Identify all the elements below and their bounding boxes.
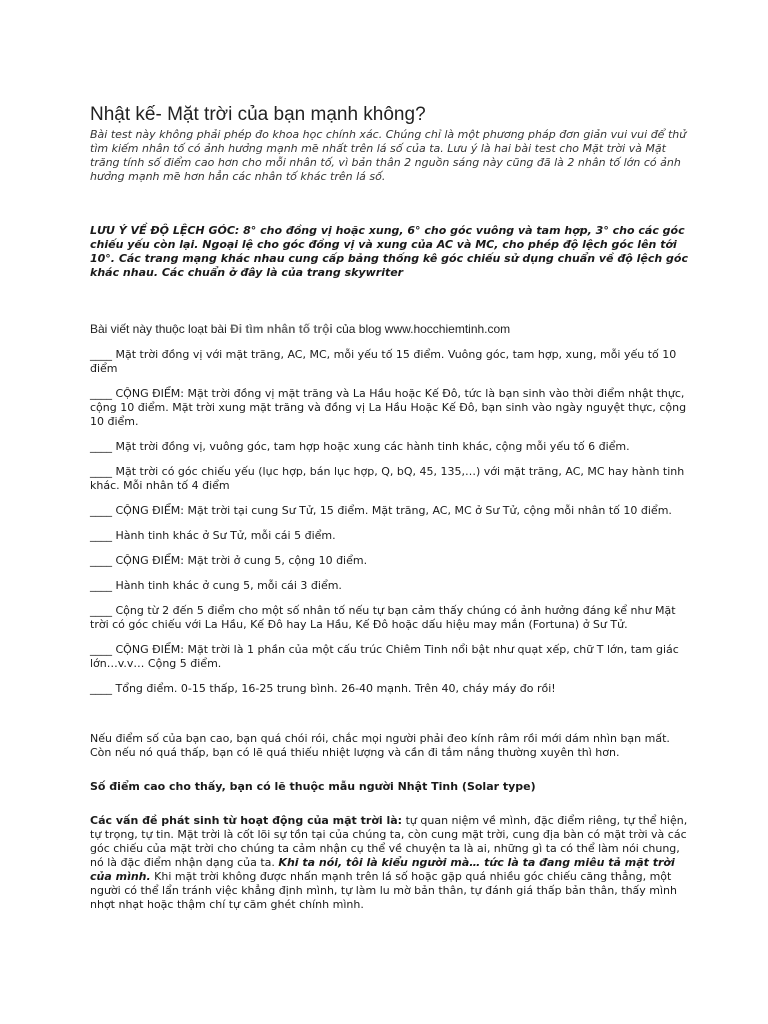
score-blank: ____: [90, 348, 112, 361]
score-blank: ____: [90, 579, 112, 592]
solar-emphasis: Khi ta nói, tôi là kiểu người mà… tức là ta đang miêu tả mặt trời của mình.: [90, 856, 675, 883]
checklist-item-text: CỘNG ĐIỂM: Mặt trời là 1 phần của một cấu trúc Chiêm Tinh nổi bật như quạt xếp, chữ T lớn, tam giác lớn…v.v… Cộng 5 điểm.: [90, 643, 679, 670]
series-suffix: của blog www.hocchiemtinh.com: [332, 322, 511, 336]
checklist-item-text: Mặt trời có góc chiếu yếu (lục hợp, bán lục hợp, Q, bQ, 45, 135,…) với mặt trăng, AC, MC hay hành tinh khác. Mỗi nhân tố 4 điểm: [90, 465, 685, 492]
checklist-item-text: Hành tinh khác ở cung 5, mỗi cái 3 điểm.: [115, 579, 342, 592]
solar-lead: Các vấn đề phát sinh từ hoạt động của mặt trời là:: [90, 814, 403, 827]
intro-paragraph: Bài test này không phải phép đo khoa học chính xác. Chúng chỉ là một phương pháp đơn giản vui vui để thử tìm kiếm nhân tố có ảnh hưởng mạnh mẽ nhất trên lá số của ta. Lưu ý là hai bài test cho Mặt trời và Mặt trăng tính số điểm cao hơn cho mỗi nhân tố, vì bản thân 2 nguồn sáng này cũng đã là 2 nhân tố lớn có ảnh hưởng mạnh mẽ hơn hẳn các nhân tố khác trên lá số.: [90, 128, 687, 183]
checklist-item-text: CỘNG ĐIỂM: Mặt trời tại cung Sư Tử, 15 điểm. Mặt trăng, AC, MC ở Sư Tử, cộng mỗi nhân tố 10 điểm.: [115, 504, 672, 517]
article-title: Nhật kế- Mặt trời của bạn mạnh không?: [90, 104, 426, 125]
article-body: [90, 103, 690, 912]
score-blank: ____: [90, 682, 112, 695]
score-blank: ____: [90, 554, 112, 567]
checklist-item: [90, 579, 690, 593]
checklist-item-text: Hành tinh khác ở Sư Tử, mỗi cái 5 điểm.: [115, 529, 336, 542]
series-line: [90, 322, 690, 336]
orb-note: LƯU Ý VỀ ĐỘ LỆCH GÓC: 8° cho đồng vị hoặc xung, 6° cho góc vuông và tam hợp, 3° cho các góc chiếu yếu còn lại. Ngoại lệ cho góc đồng vị và xung của AC và MC, cho phép độ lệch góc lên tới 10°. Các trang mạng khác nhau cung cấp bảng thống kê góc chiếu sử dụng chuẩn về độ lệch góc khác nhau. Các chuẩn ở đây là của trang skywriter: [90, 224, 688, 279]
section-heading: Số điểm cao cho thấy, bạn có lẽ thuộc mẫu người Nhật Tinh (Solar type): [90, 780, 536, 793]
checklist-item: [90, 387, 690, 429]
checklist-item: [90, 529, 690, 543]
series-prefix: Bài viết này thuộc loạt bài: [90, 322, 231, 336]
checklist-item: [90, 440, 690, 454]
checklist-item-text: Cộng từ 2 đến 5 điểm cho một số nhân tố nếu tự bạn cảm thấy chúng có ảnh hưởng đáng kể như Mặt trời có góc chiếu với La Hầu, Kế Đô hay La Hầu, Kế Đô hoặc dấu hiệu may mắn (Fortuna) ở Sư Tử.: [90, 604, 676, 631]
score-blank: ____: [90, 529, 112, 542]
score-blank: ____: [90, 387, 112, 400]
checklist-item: [90, 554, 690, 568]
checklist-item: [90, 604, 690, 632]
checklist-item-text: CỘNG ĐIỂM: Mặt trời đồng vị mặt trăng và La Hầu hoặc Kế Đô, tức là bạn sinh vào thời điểm nhật thực, cộng 10 điểm. Mặt trời xung mặt trăng và đồng vị La Hầu Hoặc Kế Đô, bạn sinh vào ngày nguyệt thực, cộng 10 điểm.: [90, 387, 687, 428]
solar-text-1: tự quan niệm về mình, đặc điểm riêng, tự thể hiện, tự trọng, tự tin. Mặt trời là cốt lõi sự tồn tại của chúng ta, còn cung mặt trời, cung địa bàn có mặt trời và các góc chiếu của mặt trời cho chúng ta cảm nhận cụ thể về chuyện ta là ai, những gì ta có thể làm nói chung, nó là đặc điểm nhận dạng của ta.: [90, 814, 688, 869]
score-blank: ____: [90, 643, 112, 656]
checklist-item: [90, 504, 690, 518]
checklist-item: [90, 465, 690, 493]
score-blank: ____: [90, 604, 112, 617]
checklist-item: [90, 348, 690, 376]
checklist-item-text: Tổng điểm. 0-15 thấp, 16-25 trung bình. 26-40 mạnh. Trên 40, cháy máy đo rồi!: [115, 682, 556, 695]
score-blank: ____: [90, 504, 112, 517]
solar-text-2: Khi mặt trời không được nhấn mạnh trên lá số hoặc gặp quá nhiều góc chiếu căng thẳng, một người có thể lẩn tránh việc khẳng định mình, tự làm lu mờ bản thân, tự đánh giá thấp bản thân, thấy mình nhợt nhạt hoặc thậm chí tự căm ghét chính mình.: [90, 870, 678, 911]
solar-description: [90, 814, 690, 912]
checklist-item: [90, 643, 690, 671]
closing-paragraph: Nếu điểm số của bạn cao, bạn quá chói rói, chắc mọi người phải đeo kính râm rồi mới dám nhìn bạn mất. Còn nếu nó quá thấp, bạn có lẽ quá thiếu nhiệt lượng và cần đi tắm nắng thường xuyên thì hơn.: [90, 732, 670, 759]
checklist: [90, 348, 690, 696]
score-blank: ____: [90, 465, 112, 478]
checklist-item-text: CỘNG ĐIỂM: Mặt trời ở cung 5, cộng 10 điểm.: [115, 554, 368, 567]
checklist-item: [90, 682, 690, 696]
checklist-item-text: Mặt trời đồng vị với mặt trăng, AC, MC, mỗi yếu tố 15 điểm. Vuông góc, tam hợp, xung, mỗi yếu tố 10 điểm: [90, 348, 677, 375]
series-link[interactable]: Đi tìm nhân tố trội: [230, 322, 333, 336]
checklist-item-text: Mặt trời đồng vị, vuông góc, tam hợp hoặc xung các hành tinh khác, cộng mỗi yếu tố 6 điểm.: [115, 440, 630, 453]
score-blank: ____: [90, 440, 112, 453]
